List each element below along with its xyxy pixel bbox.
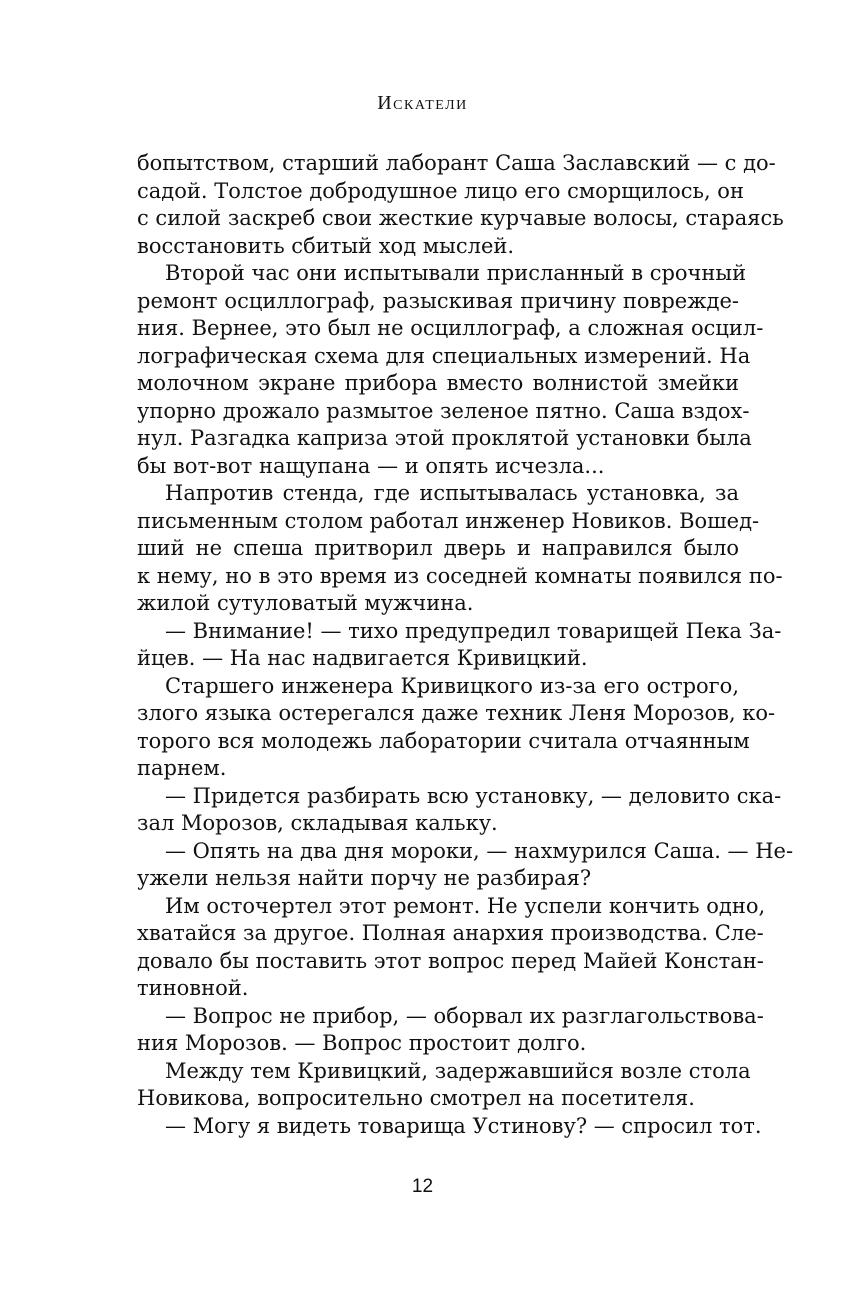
page-number: 12 — [411, 1176, 434, 1197]
text-line: Между тем Кривицкий, задержавшийся возле стола — [165, 1058, 751, 1083]
text-line: Им осточертел этот ремонт. Не успели кончить одно, — [165, 893, 766, 918]
text-line: ния. Вернее, это был не осциллограф, а сложная осцил- — [137, 316, 764, 340]
text-line: упорно дрожало размытое зеленое пятно. Саша вздох- — [137, 398, 750, 423]
text-line: — Опять на два дня мороки, — нахмурился Саша. — Не- — [165, 838, 794, 863]
text-line: Новикова, вопросительно смотрел на посетителя. — [137, 1086, 695, 1110]
text-line: йцев. — На нас надвигается Кривицкий. — [137, 646, 588, 670]
text-line: — Придется разбирать всю установку, — деловито ска- — [165, 783, 782, 808]
text-line: восстановить сбитый ход мыслей. — [137, 233, 515, 258]
text-line: парнем. — [137, 756, 227, 780]
text-line: с силой заскреб свои жесткие курчавые волосы, стараясь — [137, 206, 784, 230]
text-line: садой. Толстое добродушное лицо его сморщилось, он — [137, 178, 744, 203]
running-head-title: Искатели — [377, 92, 468, 114]
text-line: нул. Разгадка каприза этой проклятой установки была — [137, 426, 752, 450]
text-line: торого вся молодежь лаборатории считала отчаянным — [137, 728, 750, 753]
text-line: зал Морозов, складывая кальку. — [137, 811, 498, 835]
text-line: жилой сутуловатый мужчина. — [137, 591, 474, 615]
text-line: — Вопрос не прибор, — оборвал их разглагольствова- — [165, 1003, 764, 1028]
text-line: бопытством, старший лаборант Саша Заславский — с до- — [137, 151, 776, 175]
text-line: бы вот-вот нащупана — и опять исчезла... — [137, 453, 605, 478]
text-line: Старшего инженера Кривицкого из-за его острого, — [165, 673, 739, 698]
text-line: — Внимание! — тихо предупредил товарищей Пека За- — [165, 618, 782, 643]
text-line: к нему, но в это время из соседней комнаты появился по- — [137, 563, 783, 588]
body-text — [137, 150, 794, 1140]
text-line: злого языка остерегался даже техник Леня Морозов, ко- — [137, 701, 776, 725]
text-line: тиновной. — [137, 976, 249, 1000]
text-line: ший не спеша притворил дверь и направился было — [137, 536, 739, 560]
text-lines — [137, 150, 794, 1140]
text-line: Напротив стенда, где испытывалась установка, за — [165, 481, 739, 505]
text-line: ремонт осциллограф, разыскивая причину поврежде- — [137, 288, 739, 313]
text-line: Второй час они испытывали присланный в срочный — [165, 261, 747, 285]
text-line: лографическая схема для специальных измерений. На — [137, 343, 751, 368]
text-line: молочном экране прибора вместо волнистой змейки — [137, 371, 739, 395]
text-line: довало бы поставить этот вопрос перед Майей Констан- — [137, 948, 764, 973]
text-line: ужели нельзя найти порчу не разбирая? — [137, 866, 592, 890]
text-line: ния Морозов. — Вопрос простоит долго. — [137, 1031, 587, 1055]
text-line: письменным столом работал инженер Новиков. Вошед- — [137, 508, 760, 533]
text-line: — Могу я видеть товарища Устинову? — спросил тот. — [165, 1113, 762, 1138]
text-line: хватайся за другое. Полная анархия производства. Сле- — [137, 921, 764, 945]
